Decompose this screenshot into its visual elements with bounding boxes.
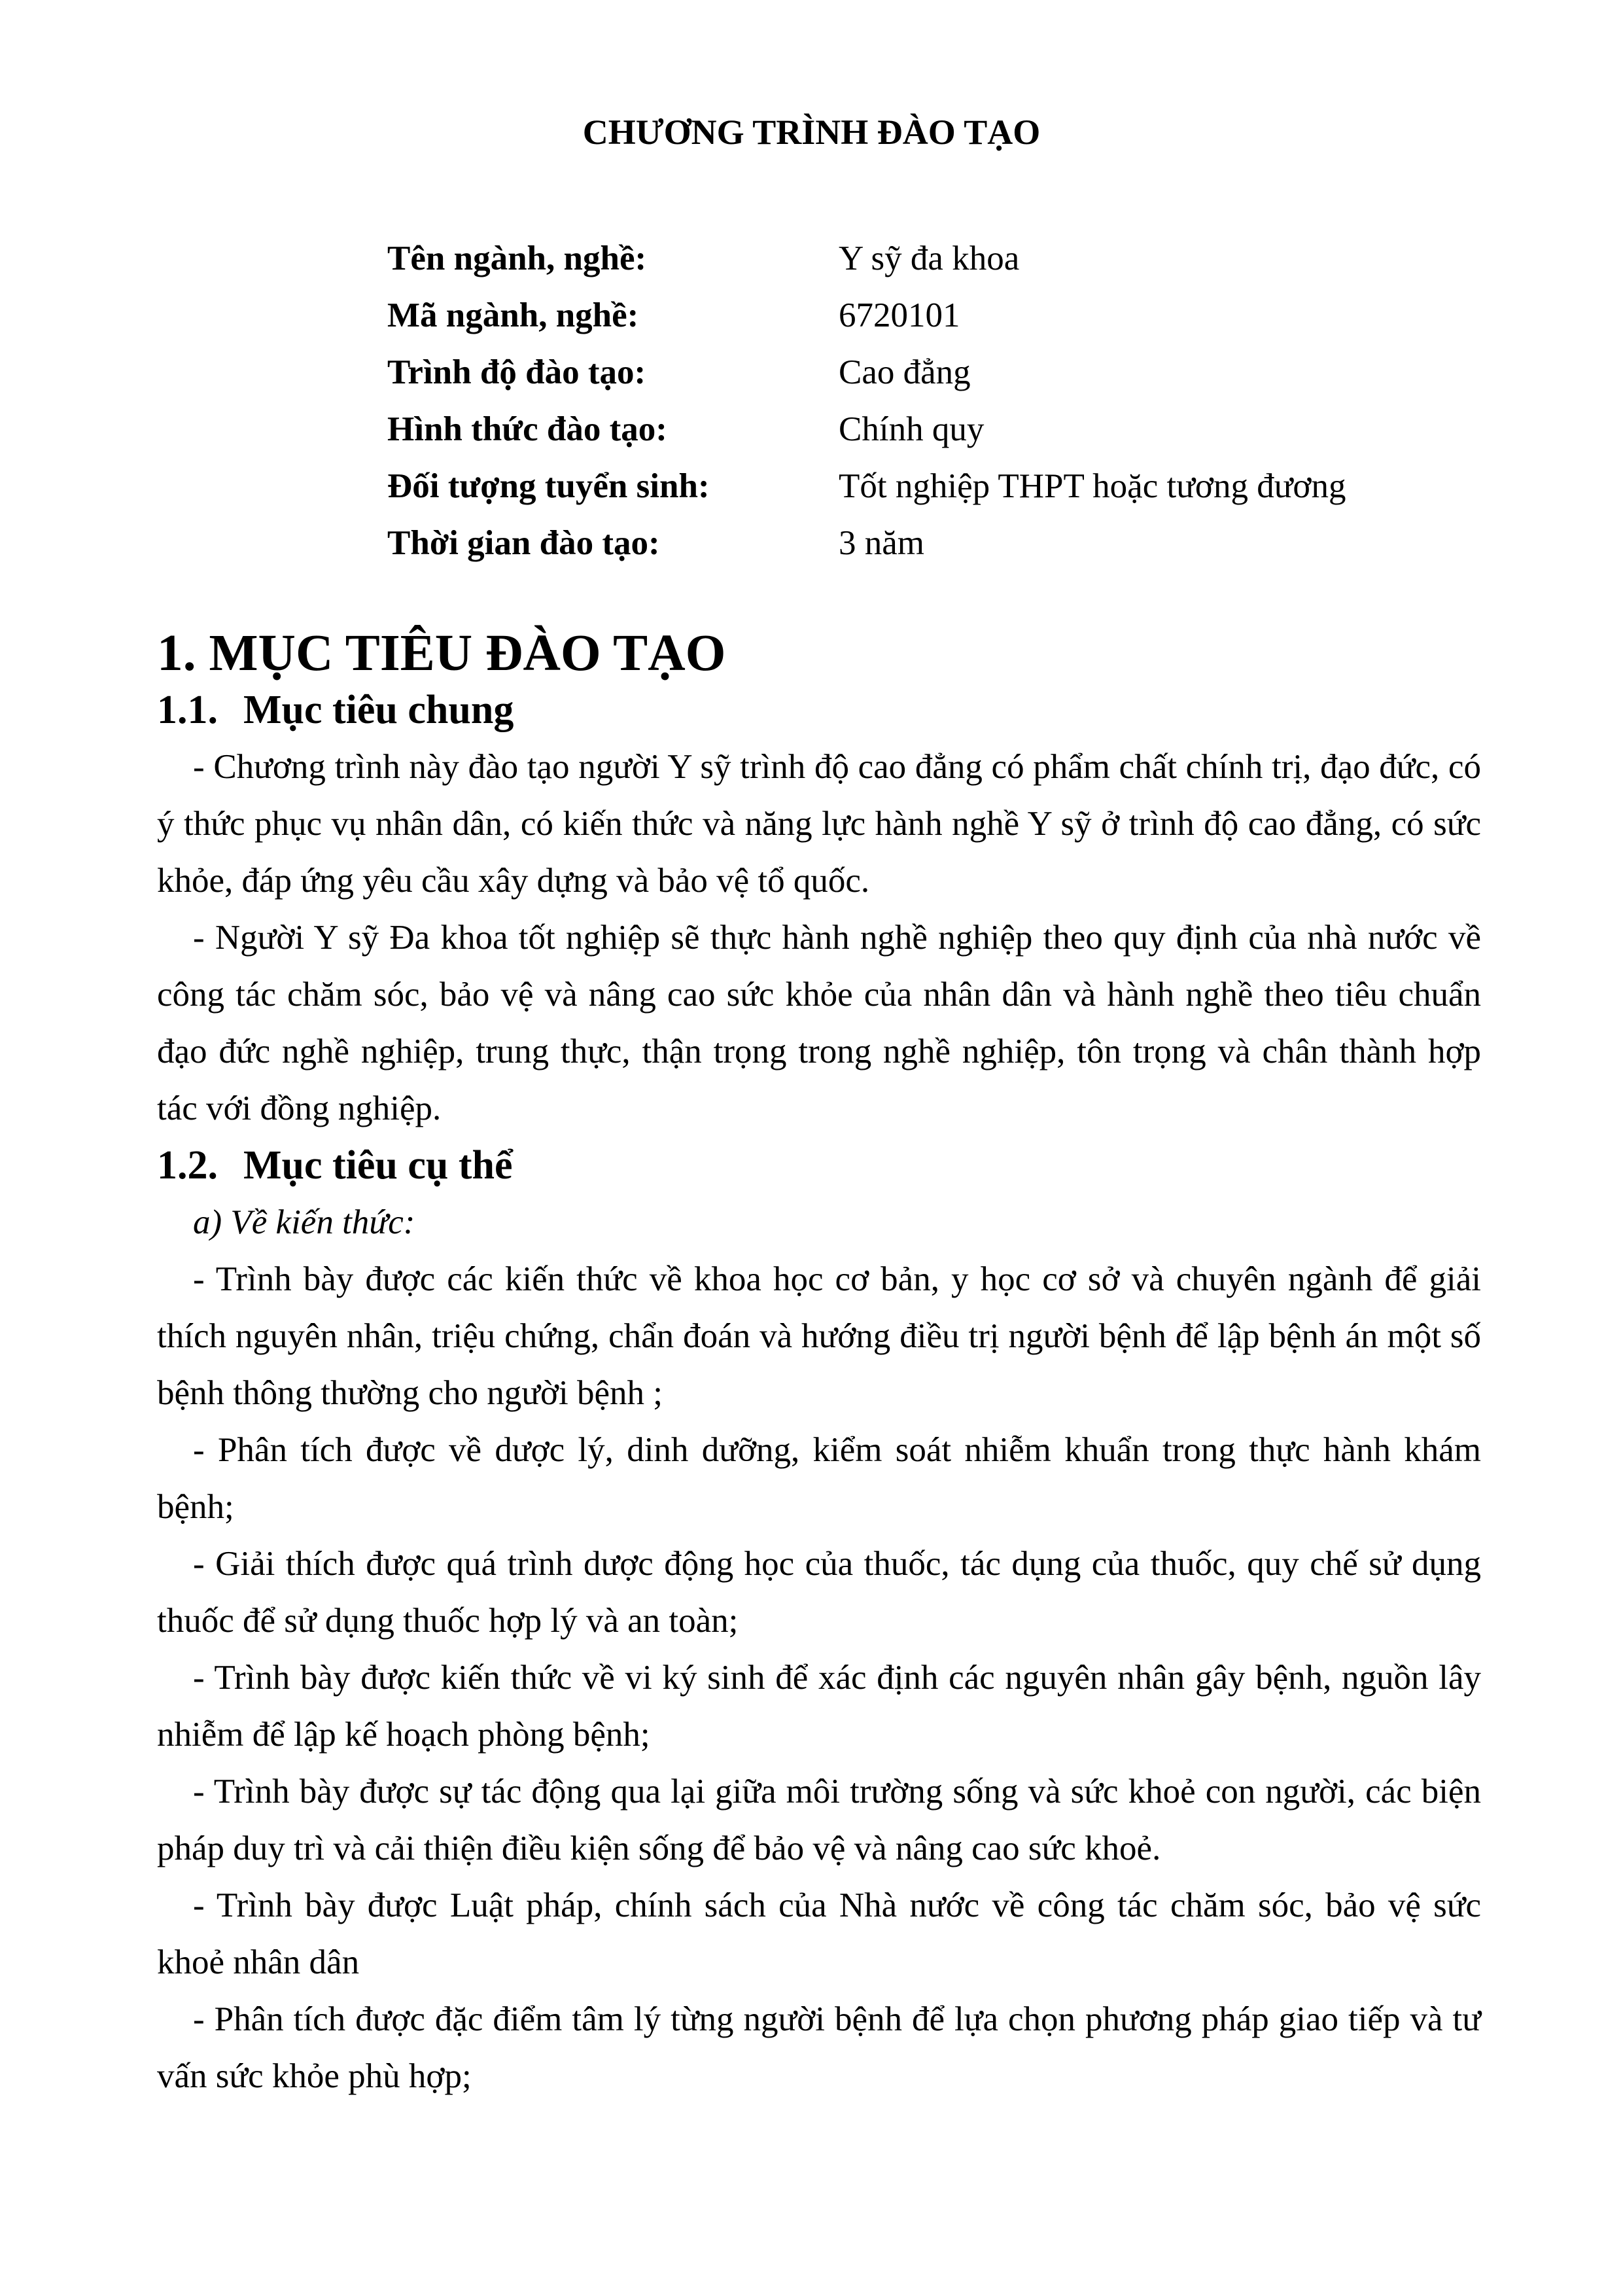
info-label: Hình thức đào tạo: bbox=[387, 410, 667, 448]
info-label: Trình độ đào tạo: bbox=[387, 353, 646, 391]
document-title: CHƯƠNG TRÌNH ĐÀO TẠO bbox=[582, 113, 1041, 152]
info-row-major-code bbox=[387, 287, 1346, 344]
info-value: Y sỹ đa khoa bbox=[839, 239, 1020, 277]
info-label: Đối tượng tuyển sinh: bbox=[387, 467, 710, 505]
info-row-training-form bbox=[387, 401, 1346, 458]
info-row-training-level bbox=[387, 344, 1346, 401]
info-label: Thời gian đào tạo: bbox=[387, 524, 660, 562]
section-heading: 1. MỤC TIÊU ĐÀO TẠO bbox=[157, 624, 726, 682]
subsection-title: Mục tiêu chung bbox=[243, 688, 514, 732]
info-label: Tên ngành, nghề: bbox=[387, 239, 647, 277]
paragraph: - Chương trình này đào tạo người Y sỹ trình độ cao đẳng có phẩm chất chính trị, đạo đức, có ý thức phục vụ nhân dân, có kiến thức và năng lực hành nghề Y sỹ ở trình độ cao đẳng, có sức khỏe, đáp ứng yêu cầu xây dựng và bảo vệ tổ quốc. bbox=[157, 748, 1481, 900]
info-value: Cao đẳng bbox=[839, 353, 971, 391]
subsection-number: 1.2. bbox=[157, 1143, 218, 1188]
paragraph: - Giải thích được quá trình dược động học của thuốc, tác dụng của thuốc, quy chế sử dụng thuốc để sử dụng thuốc hợp lý và an toàn; bbox=[157, 1545, 1481, 1640]
document-body bbox=[157, 625, 1481, 2105]
info-value: 6720101 bbox=[839, 296, 960, 334]
paragraph: - Trình bày được các kiến thức về khoa học cơ bản, y học cơ sở và chuyên ngành để giải thích nguyên nhân, triệu chứng, chẩn đoán và hướng điều trị người bệnh để lập bệnh án một số bệnh thông thường cho người bệnh ; bbox=[157, 1260, 1481, 1412]
subsection-heading-specific bbox=[157, 1137, 1481, 1194]
info-row-major-name bbox=[387, 230, 1346, 287]
info-value: Tốt nghiệp THPT hoặc tương đương bbox=[839, 467, 1346, 505]
program-info-table bbox=[387, 230, 1346, 572]
info-row-training-duration bbox=[387, 515, 1346, 572]
paragraph: - Trình bày được kiến thức về vi ký sinh để xác định các nguyên nhân gây bệnh, nguồn lây nhiễm để lập kế hoạch phòng bệnh; bbox=[157, 1659, 1481, 1754]
subsection-heading-general bbox=[157, 682, 1481, 739]
info-label: Mã ngành, nghề: bbox=[387, 296, 639, 334]
knowledge-label: a) Về kiến thức: bbox=[193, 1203, 415, 1241]
paragraph: - Trình bày được Luật pháp, chính sách của Nhà nước về công tác chăm sóc, bảo vệ sức khoẻ nhân dân bbox=[157, 1886, 1481, 1981]
paragraph: - Người Y sỹ Đa khoa tốt nghiệp sẽ thực hành nghề nghiệp theo quy định của nhà nước về công tác chăm sóc, bảo vệ và nâng cao sức khỏe của nhân dân và hành nghề theo tiêu chuẩn đạo đức nghề nghiệp, trung thực, thận trọng trong nghề nghiệp, tôn trọng và chân thành hợp tác với đồng nghiệp. bbox=[157, 919, 1481, 1127]
paragraph: - Trình bày được sự tác động qua lại giữa môi trường sống và sức khoẻ con người, các biện pháp duy trì và cải thiện điều kiện sống để bảo vệ và nâng cao sức khoẻ. bbox=[157, 1773, 1481, 1867]
info-value: 3 năm bbox=[839, 524, 924, 562]
subsection-number: 1.1. bbox=[157, 688, 218, 732]
subsection-title: Mục tiêu cụ thể bbox=[243, 1143, 513, 1188]
info-row-enrollment-target bbox=[387, 458, 1346, 515]
paragraph: - Phân tích được về dược lý, dinh dưỡng, kiểm soát nhiễm khuẩn trong thực hành khám bệnh; bbox=[157, 1431, 1481, 1526]
paragraph: - Phân tích được đặc điểm tâm lý từng người bệnh để lựa chọn phương pháp giao tiếp và tư vấn sức khỏe phù hợp; bbox=[157, 2000, 1481, 2095]
info-value: Chính quy bbox=[839, 410, 985, 448]
